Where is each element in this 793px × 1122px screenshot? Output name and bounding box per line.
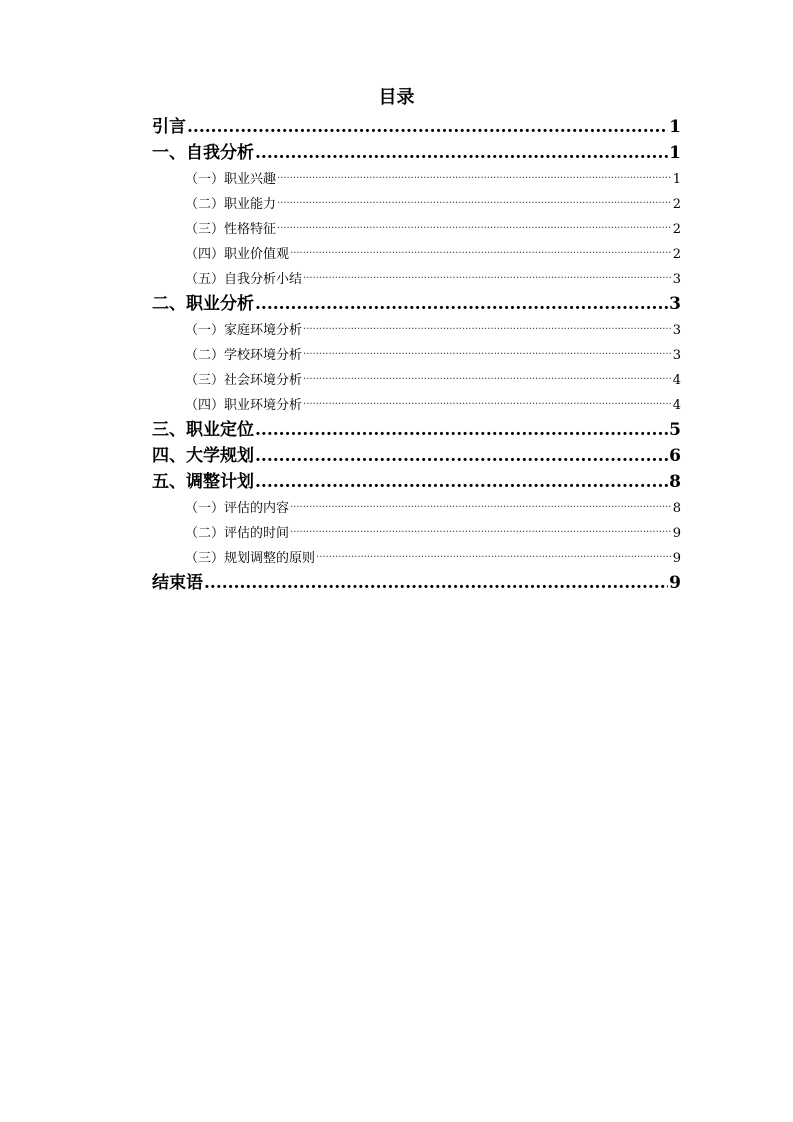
toc-entry-label: （四）职业价值观 [185,247,290,262]
toc-entry-label: （二）评估的时间 [185,526,290,541]
toc-page-number: 2 [672,222,681,237]
toc-page-number: 4 [672,398,681,413]
toc-entry-label: 引言 [152,117,186,137]
toc-title: 目录 [378,87,415,108]
toc-entry-label: 一、自我分析 [152,143,254,163]
toc-chapter-entry[interactable] [152,113,681,139]
toc-dot-leader [290,524,672,544]
toc-page-number: 2 [672,197,681,212]
toc-entry-label: 五、调整计划 [152,472,254,492]
toc-dot-leader [204,571,668,595]
toc-dot-leader [290,245,672,265]
toc-section-entry[interactable] [152,240,681,265]
toc-page-number: 1 [669,143,681,163]
toc-page-number: 5 [669,420,681,440]
toc-page-number: 1 [669,117,681,137]
toc-entry-label: （一）评估的内容 [185,501,290,516]
toc-chapter-entry[interactable] [152,139,681,165]
toc-section-entry[interactable] [152,341,681,366]
toc-section-entry[interactable] [152,391,681,416]
toc-dot-leader [255,141,668,165]
toc-page-number: 3 [672,323,681,338]
toc-dot-leader [255,418,668,442]
toc-entry-label: （四）职业环境分析 [185,398,303,413]
toc-section-entry[interactable] [152,215,681,240]
toc-chapter-entry[interactable] [152,416,681,442]
toc-entry-label: （五）自我分析小结 [185,272,303,287]
toc-entry-label: 四、大学规划 [152,446,254,466]
toc-section-entry[interactable] [152,316,681,341]
toc-section-entry[interactable] [152,494,681,519]
toc-dot-leader [316,549,672,569]
toc-section-entry[interactable] [152,519,681,544]
toc-page-number: 8 [669,472,681,492]
toc-entry-label: （三）规划调整的原则 [185,551,316,566]
toc-page-number: 9 [669,573,681,593]
toc-page-number: 9 [672,551,681,566]
toc-section-entry[interactable] [152,544,681,569]
toc-entry-label: 结束语 [152,573,203,593]
toc-page-number: 3 [672,348,681,363]
toc-dot-leader [277,170,672,190]
toc-chapter-entry[interactable] [152,468,681,494]
toc-dot-leader [255,470,668,494]
toc-entry-label: （一）家庭环境分析 [185,323,303,338]
toc-entry-label: （二）职业能力 [185,197,277,212]
toc-dot-leader [255,444,668,468]
toc-dot-leader [303,371,672,391]
toc-dot-leader [303,396,672,416]
toc-chapter-entry[interactable] [152,442,681,468]
toc-list [152,113,681,595]
toc-dot-leader [303,346,672,366]
toc-entry-label: 二、职业分析 [152,294,254,314]
toc-page-number: 1 [672,172,681,187]
toc-chapter-entry[interactable] [152,290,681,316]
toc-page-number: 2 [672,247,681,262]
toc-entry-label: （三）性格特征 [185,222,277,237]
toc-dot-leader [277,220,672,240]
toc-dot-leader [303,270,672,290]
toc-entry-label: （二）学校环境分析 [185,348,303,363]
toc-page-number: 9 [672,526,681,541]
toc-page-number: 3 [669,294,681,314]
toc-section-entry[interactable] [152,366,681,391]
toc-page-number: 3 [672,272,681,287]
toc-chapter-entry[interactable] [152,569,681,595]
toc-dot-leader [277,195,672,215]
toc-dot-leader [303,321,672,341]
toc-page-number: 8 [672,501,681,516]
toc-section-entry[interactable] [152,265,681,290]
toc-page-number: 6 [669,446,681,466]
toc-section-entry[interactable] [152,190,681,215]
toc-entry-label: （三）社会环境分析 [185,373,303,388]
toc-dot-leader [187,115,668,139]
toc-page-number: 4 [672,373,681,388]
toc-dot-leader [255,292,668,316]
toc-dot-leader [290,499,672,519]
toc-entry-label: 三、职业定位 [152,420,254,440]
toc-section-entry[interactable] [152,165,681,190]
toc-entry-label: （一）职业兴趣 [185,172,277,187]
